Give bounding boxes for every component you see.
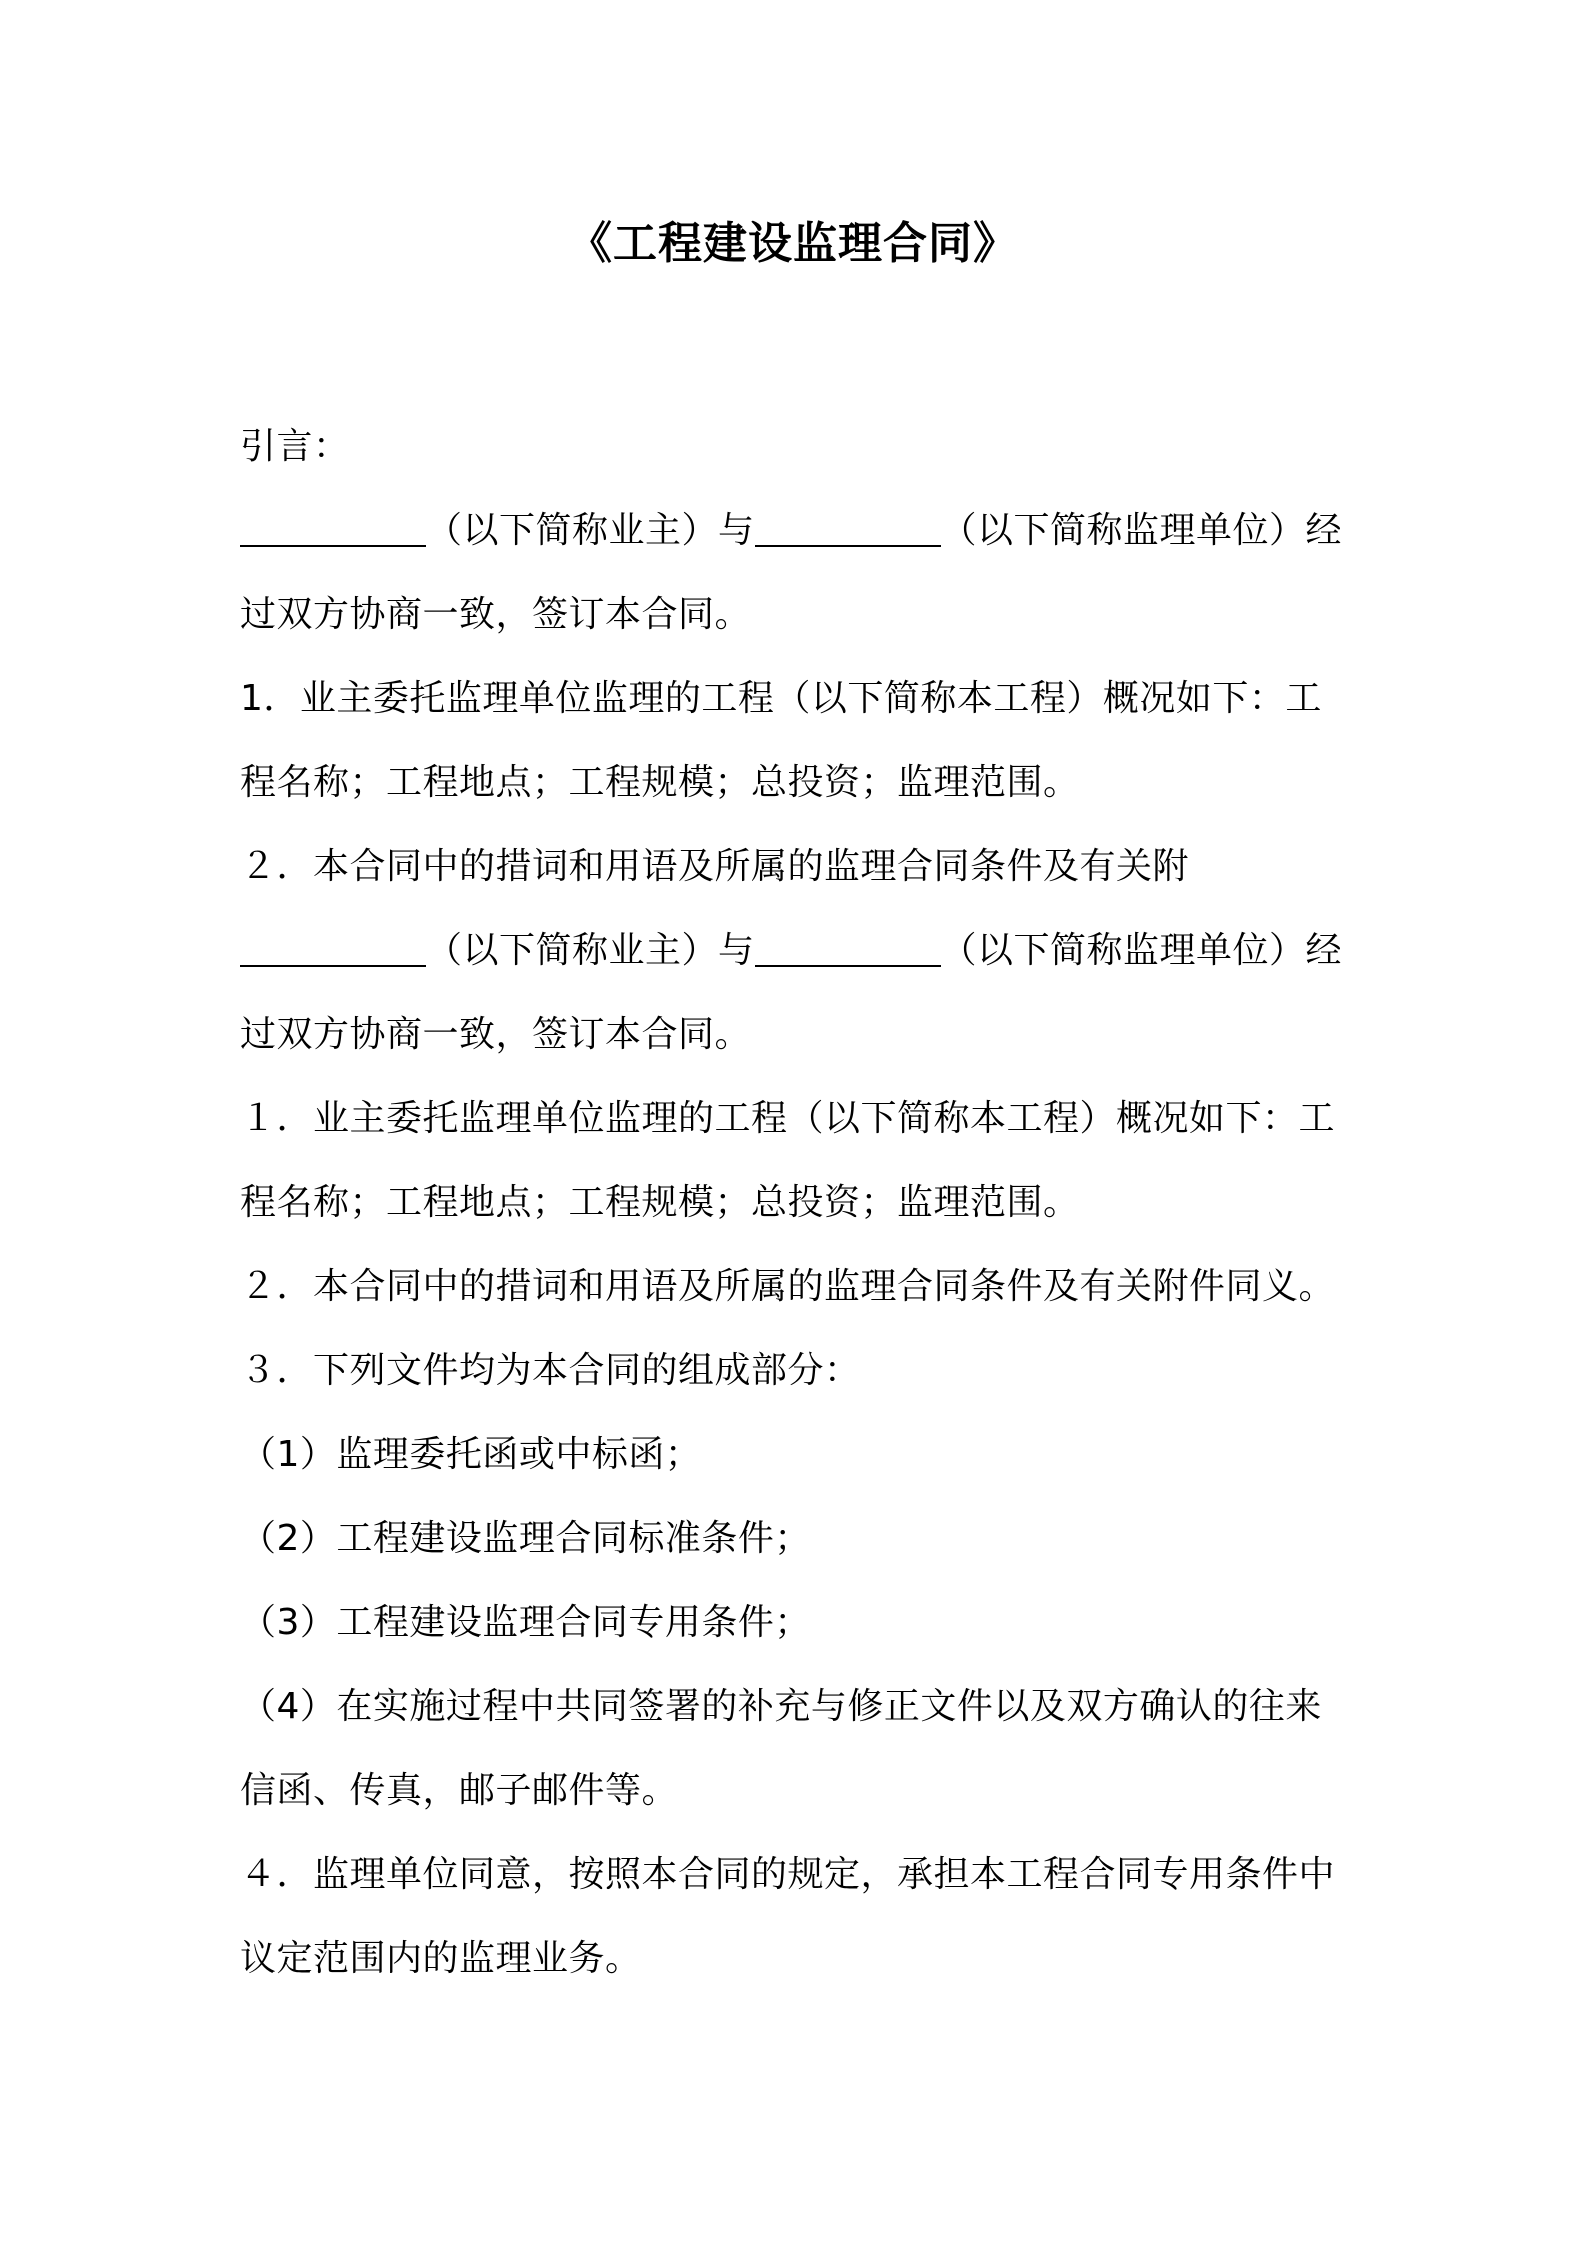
owner-label: （以下简称业主）与 [426, 510, 755, 551]
supervisor-blank [755, 909, 941, 993]
paragraph-line: 1．业主委托监理单位监理的工程（以下简称本工程）概况如下：工 [240, 678, 1322, 719]
paragraph-line: ３．下列文件均为本合同的组成部分： [240, 1350, 861, 1391]
owner-label: （以下简称业主）与 [426, 930, 755, 971]
paragraph-line: 信函、传真，邮子邮件等。 [240, 1770, 679, 1811]
party-line [240, 489, 1360, 573]
paragraph-line: ２．本合同中的措词和用语及所属的监理合同条件及有关附件同义。 [240, 1266, 1336, 1307]
document-title: 《工程建设监理合同》 [568, 218, 1018, 269]
list-item: （1）监理委托函或中标函； [240, 1434, 702, 1475]
supervisor-label: （以下简称监理单位）经 [940, 930, 1343, 971]
paragraph-line: １．业主委托监理单位监理的工程（以下简称本工程）概况如下：工 [240, 1098, 1336, 1139]
paragraph-line: 过双方协商一致，签订本合同。 [240, 594, 752, 635]
paragraph-line: 议定范围内的监理业务。 [240, 1938, 642, 1979]
owner-blank [240, 489, 426, 573]
paragraph-line: ２．本合同中的措词和用语及所属的监理合同条件及有关附 [240, 846, 1190, 887]
list-item: （2）工程建设监理合同标准条件； [240, 1518, 811, 1559]
paragraph-line: 程名称；工程地点；工程规模；总投资；监理范围。 [240, 762, 1080, 803]
intro-heading: 引言： [240, 426, 350, 467]
owner-blank [240, 909, 426, 993]
supervisor-blank [755, 489, 941, 573]
paragraph-line: 过双方协商一致，签订本合同。 [240, 1014, 752, 1055]
list-item: （4）在实施过程中共同签署的补充与修正文件以及双方确认的往来 [240, 1686, 1322, 1727]
list-item: （3）工程建设监理合同专用条件； [240, 1602, 811, 1643]
party-line [240, 909, 1360, 993]
paragraph-line: ４．监理单位同意，按照本合同的规定，承担本工程合同专用条件中 [240, 1854, 1336, 1895]
supervisor-label: （以下简称监理单位）经 [940, 510, 1343, 551]
document-body [240, 405, 1360, 2001]
paragraph-line: 程名称；工程地点；工程规模；总投资；监理范围。 [240, 1182, 1080, 1223]
